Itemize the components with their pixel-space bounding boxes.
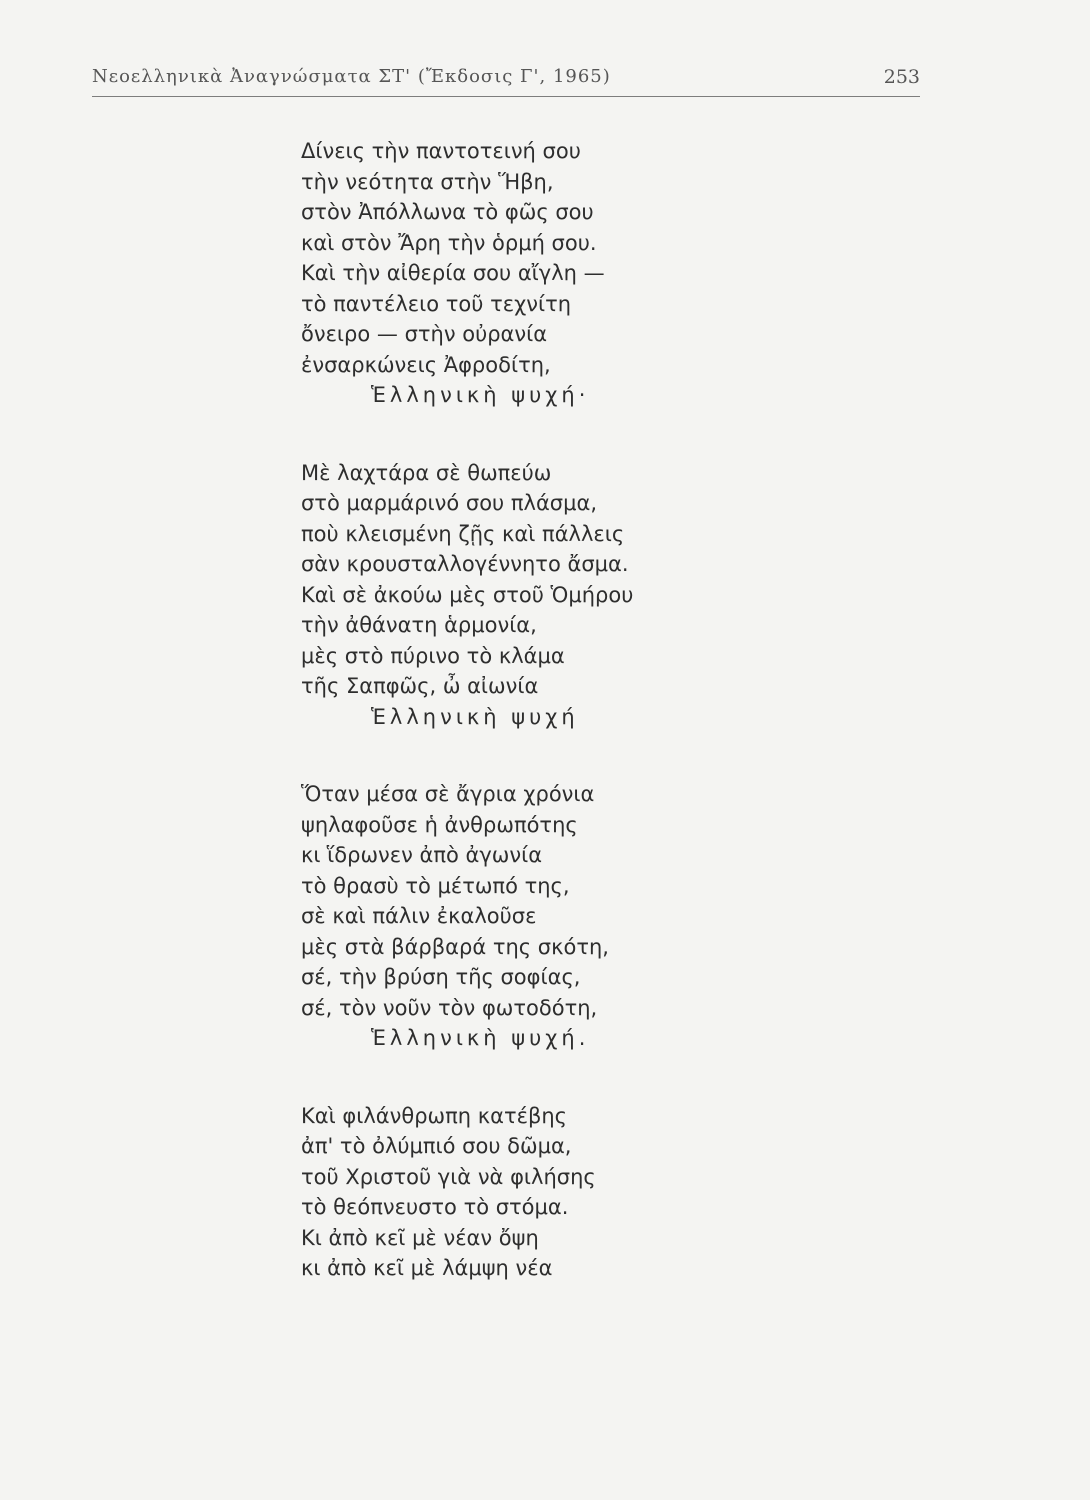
poem-line: Δίνεις τὴν παντοτεινή σου [301,139,581,163]
poem-line: τὸ παντέλειο τοῦ τεχνίτη [301,291,572,316]
poem-line: σὰν κρουσταλλογέννητο ἄσμα. [301,552,629,576]
poem-line: σὲ καὶ πάλιν ἐκαλοῦσε [301,904,537,928]
poem-line: τὴν ἀθάνατη ἁρμονία, [301,613,537,637]
poem-line: στὸν Ἀπόλλωνα τὸ φῶς σου [301,200,594,224]
poem-line: Κι ἀπὸ κεῖ μὲ νέαν ὄψη [301,1225,539,1250]
poem-line: Καὶ τὴν αἰθερία σου αἴγλη — [301,261,605,285]
poem-line: Καὶ φιλάνθρωπη κατέβης [301,1103,567,1128]
poem-line: καὶ στὸν Ἄρη τὴν ὁρμή σου. [301,230,597,255]
poem-line: Ὅταν μέσα σὲ ἄγρια χρόνια [301,782,595,806]
poem-line: ὄνειρο — στὴν οὐρανία [301,322,548,346]
poem-line: ἐνσαρκώνεις Ἀφροδίτη, [301,352,551,377]
poem-line: τὴν νεότητα στὴν Ἥβη, [301,169,554,194]
refrain-line: Ἑλληνικὴ ψυχή [371,704,579,729]
poem-line: τὸ θεόπνευστο τὸ στόμα. [301,1195,569,1219]
stanza-1 [301,136,901,411]
poem-line: κι ἀπὸ κεῖ μὲ λάμψη νέα [301,1256,553,1280]
poem-line: μὲς στὸ πύρινο τὸ κλάμα [301,643,565,668]
poem-line: ποὺ κλεισμένη ζῇς καὶ πάλλεις [301,521,625,546]
poem-line: στὸ μαρμάρινό σου πλάσμα, [301,491,597,515]
poem-line: ψηλαφοῦσε ἡ ἀνθρωπότης [301,812,578,837]
poem-line: σέ, τὸν νοῦν τὸν φωτοδότη, [301,995,598,1020]
running-header [92,60,920,97]
poem-line: τοῦ Χριστοῦ γιὰ νὰ φιλήσης [301,1164,596,1189]
running-title: Νεοελληνικὰ Ἀναγνώσματα ΣΤ' (Ἔκδοσις Γ', 1965) [92,66,611,87]
refrain-line: Ἑλληνικὴ ψυχή. [371,1026,590,1050]
poem [301,136,901,1284]
stanza-2 [301,458,901,733]
stanza-4 [301,1101,901,1284]
poem-line: τῆς Σαπφῶς, ὦ αἰωνία [301,674,539,698]
poem-line: μὲς στὰ βάρβαρά της σκότη, [301,934,609,959]
poem-line: Μὲ λαχτάρα σὲ θωπεύω [301,460,552,485]
poem-line: σέ, τὴν βρύση τῆς σοφίας, [301,965,581,989]
poem-line: Καὶ σὲ ἀκούω μὲς στοῦ Ὁμήρου [301,582,634,607]
refrain-line: Ἑλληνικὴ ψυχή· [371,383,590,407]
page-number: 253 [883,66,920,88]
poem-line: ἀπ' τὸ ὀλύμπιό σου δῶμα, [301,1134,572,1158]
stanza-3 [301,779,901,1054]
poem-line: κι ἵδρωνεν ἀπὸ ἀγωνία [301,843,543,867]
poem-line: τὸ θρασὺ τὸ μέτωπό της, [301,873,570,898]
